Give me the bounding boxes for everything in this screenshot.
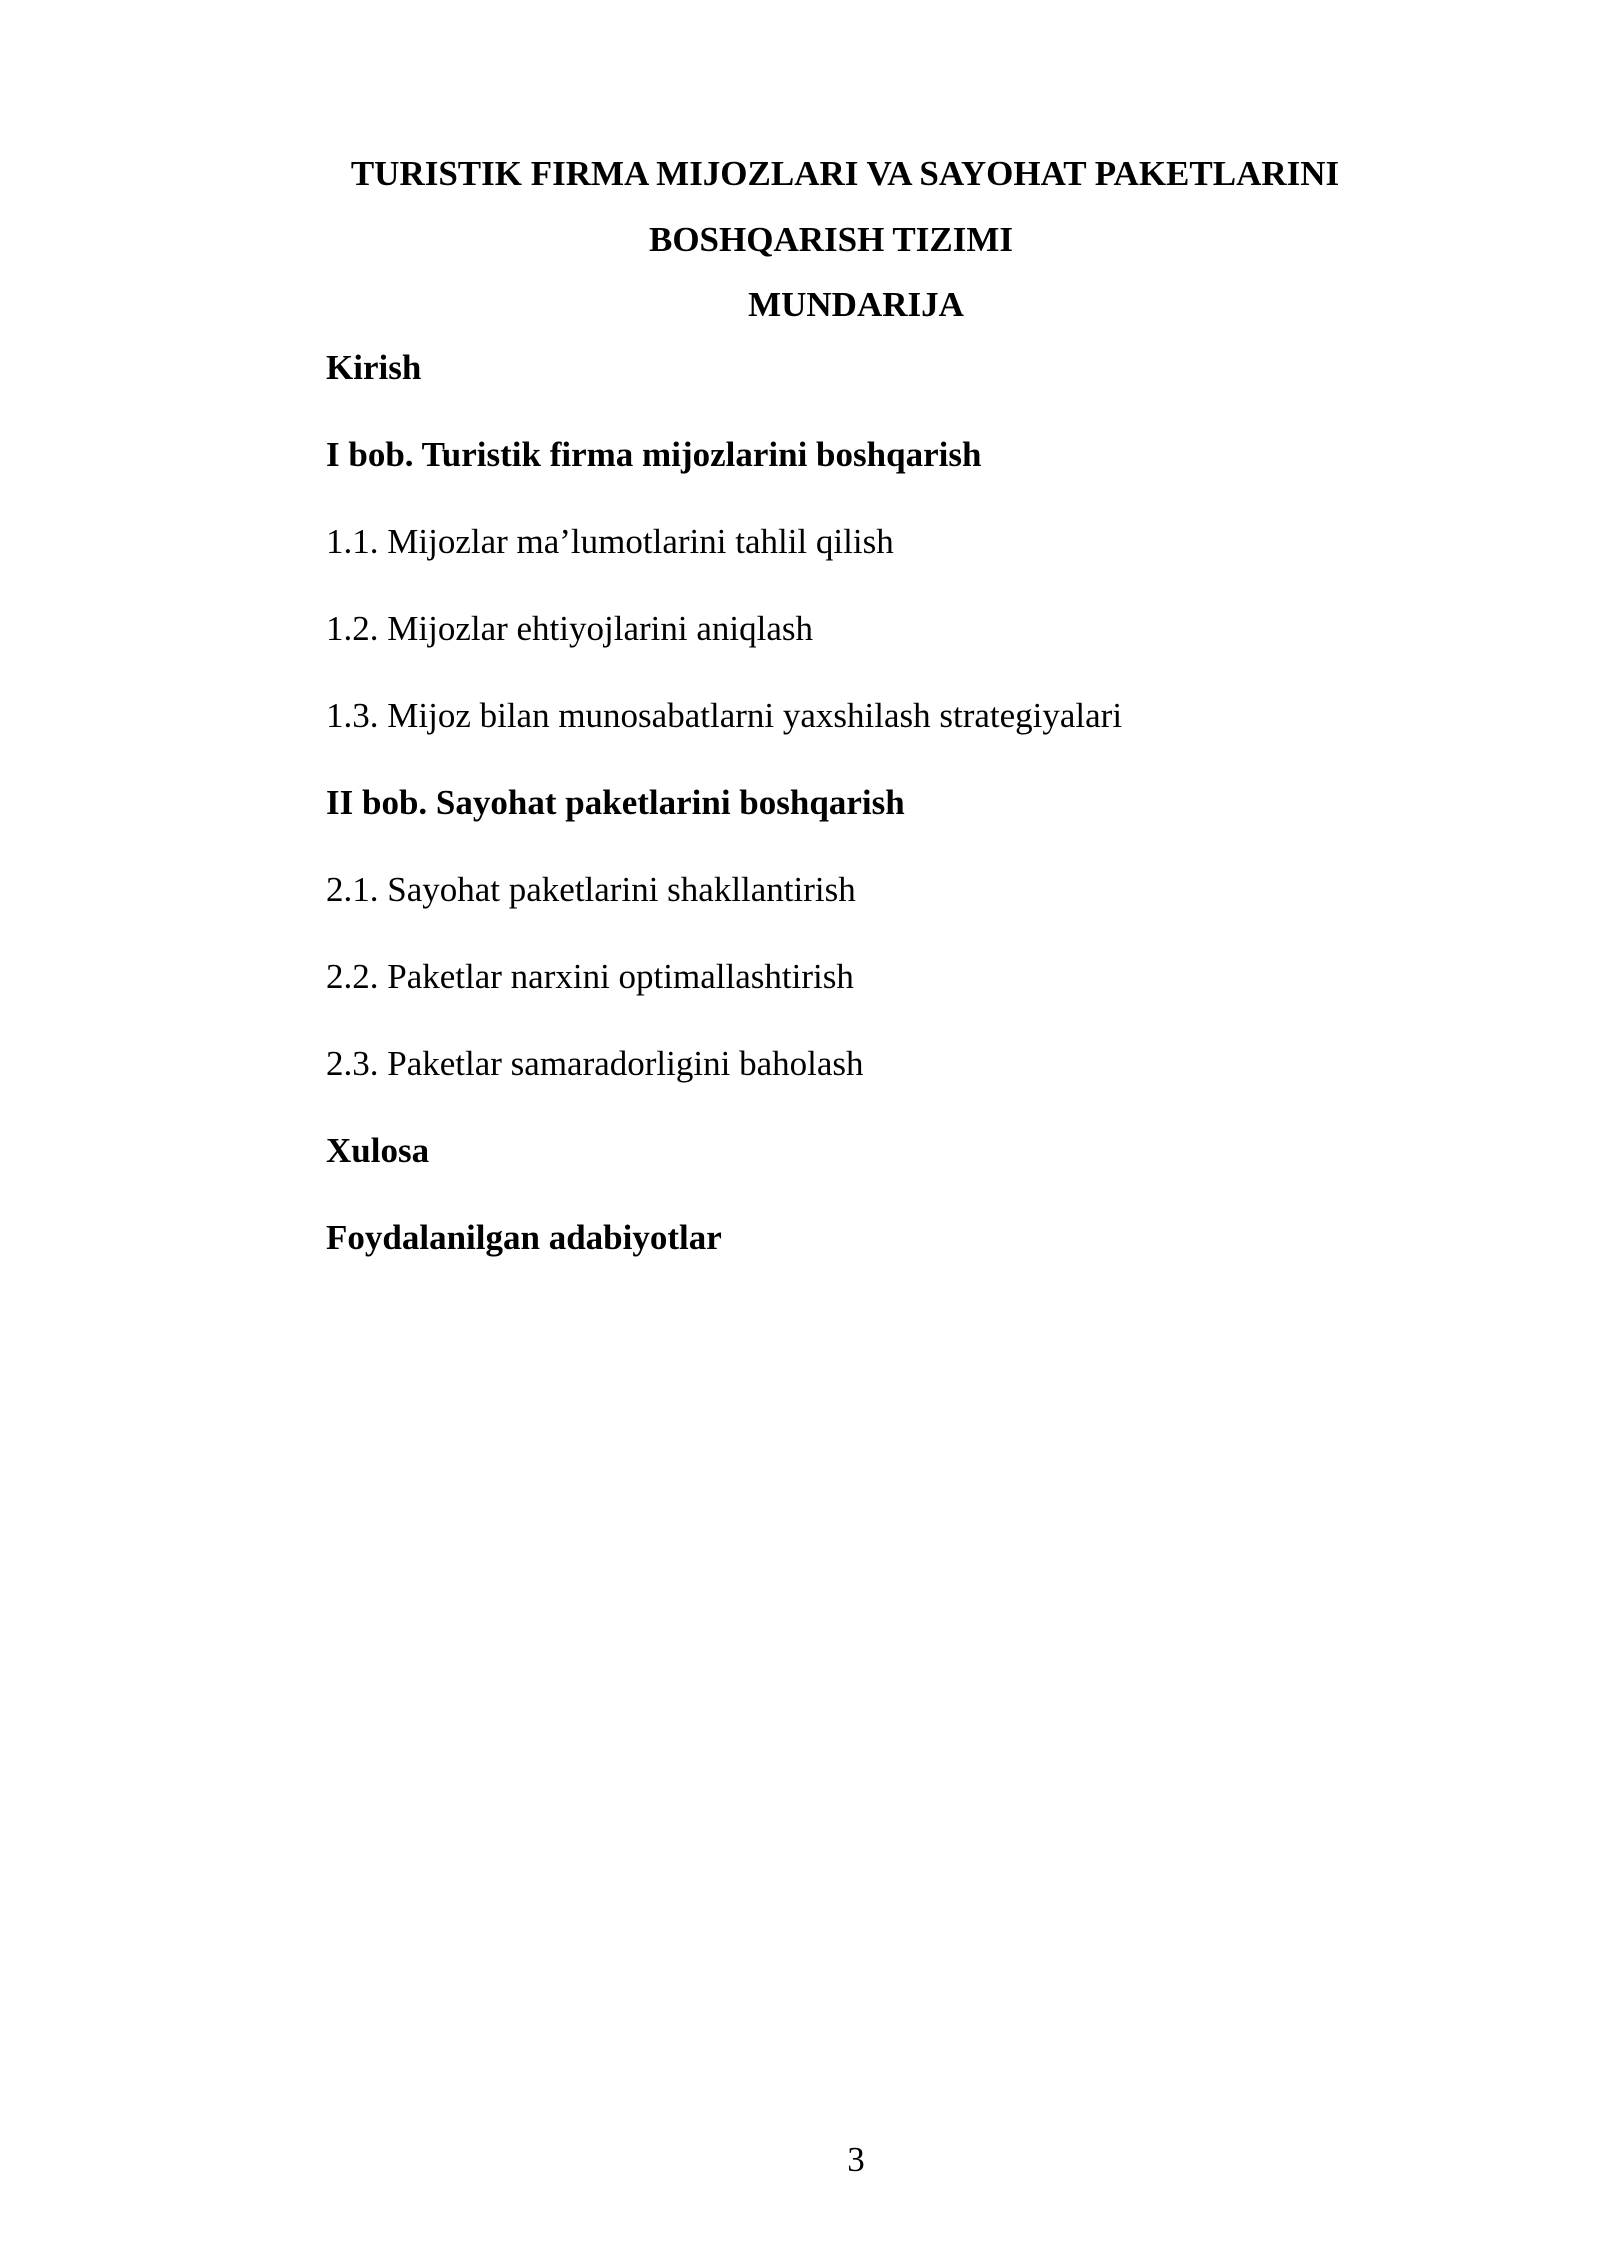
toc-item-xulosa: Xulosa: [326, 1131, 430, 1170]
toc-item-1-1: 1.1. Mijozlar ma’lumotlarini tahlil qilish: [326, 522, 894, 561]
document-title-line-2: BOSHQARISH TIZIMI: [648, 220, 1014, 259]
toc-item-2-2: 2.2. Paketlar narxini optimallashtirish: [326, 957, 854, 996]
document-title-line-1: TURISTIK FIRMA MIJOZLARI VA SAYOHAT PAKETLARINI: [350, 154, 1340, 193]
toc-heading: MUNDARIJA: [748, 285, 964, 324]
toc-item-2-1: 2.1. Sayohat paketlarini shakllantirish: [326, 870, 856, 909]
toc-item-1-2: 1.2. Mijozlar ehtiyojlarini aniqlash: [326, 609, 813, 648]
page-number: 3: [847, 2140, 865, 2179]
toc-item-2-3: 2.3. Paketlar samaradorligini baholash: [326, 1044, 864, 1083]
toc-item-chapter-2: II bob. Sayohat paketlarini boshqarish: [326, 783, 905, 822]
toc-item-1-3: 1.3. Mijoz bilan munosabatlarni yaxshilash strategiyalari: [326, 696, 1123, 735]
toc-item-kirish: Kirish: [326, 348, 422, 387]
toc-item-chapter-1: I bob. Turistik firma mijozlarini boshqarish: [326, 435, 982, 474]
table-of-contents: [326, 348, 1426, 1305]
toc-item-references: Foydalanilgan adabiyotlar: [326, 1218, 722, 1257]
